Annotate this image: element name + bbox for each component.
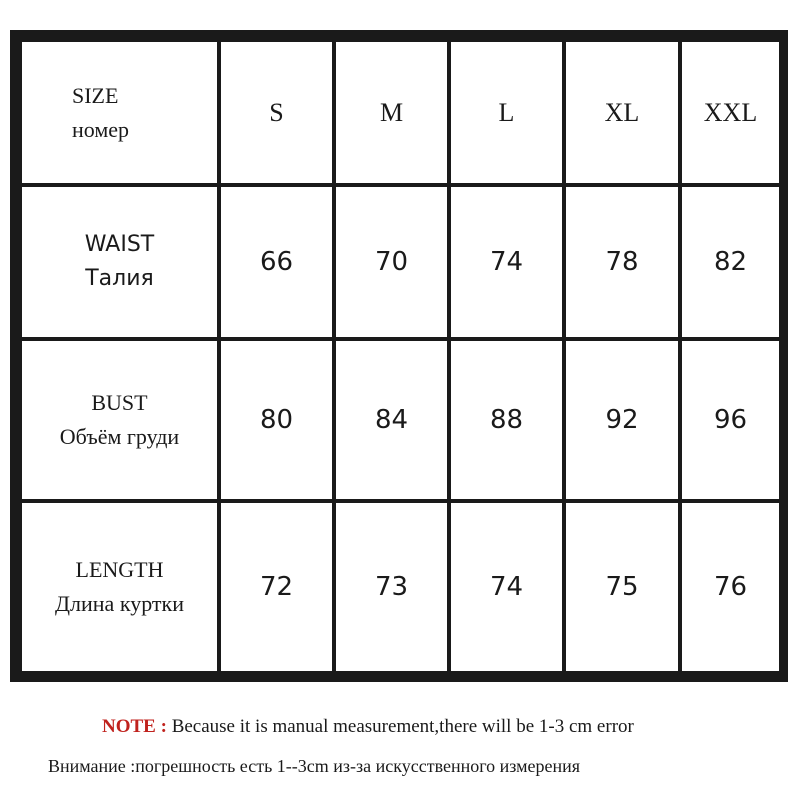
measurement-note-ru: [48, 756, 580, 777]
waist-value-s: 66: [221, 187, 332, 337]
length-value-xxl: 76: [682, 503, 779, 671]
waist-label-en: WAIST: [84, 232, 155, 257]
bust-value-m: 84: [336, 341, 447, 499]
bust-label-ru: Объём груди: [59, 424, 180, 449]
size-header-s: S: [221, 42, 332, 183]
length-value-s: 72: [221, 503, 332, 671]
length-value-xl: 75: [566, 503, 678, 671]
bust-label-en: BUST: [91, 390, 148, 415]
length-label-ru: Длина куртки: [55, 591, 184, 616]
waist-value-l: 74: [451, 187, 562, 337]
length-value-m: 73: [336, 503, 447, 671]
note-text-en: Because it is manual measurement,there will be 1-3 cm error: [171, 716, 634, 737]
size-chart-table: [10, 30, 788, 682]
size-header-l: L: [451, 42, 562, 183]
bust-value-xl: 92: [566, 341, 678, 499]
size-label-en: SIZE: [72, 82, 119, 108]
size-header-xxl: XXL: [682, 42, 779, 183]
bust-value-xxl: 96: [682, 341, 779, 499]
waist-label-ru: Талия: [85, 266, 154, 291]
length-label-en: LENGTH: [75, 557, 164, 582]
size-header-label-cell: [22, 42, 217, 183]
note-text-ru: Внимание :погрешность есть 1--3cm из-за искусственного измерения: [48, 756, 581, 776]
bust-label-cell: [22, 341, 217, 499]
waist-value-xl: 78: [566, 187, 678, 337]
bust-value-s: 80: [221, 341, 332, 499]
size-label-ru: номер: [72, 116, 130, 142]
size-header-m: M: [336, 42, 447, 183]
measurement-note-en: [102, 716, 634, 738]
length-label-cell: [22, 503, 217, 671]
waist-value-xxl: 82: [682, 187, 779, 337]
size-header-xl: XL: [566, 42, 678, 183]
bust-value-l: 88: [451, 341, 562, 499]
length-value-l: 74: [451, 503, 562, 671]
note-label: NOTE :: [102, 716, 167, 737]
waist-label-cell: [22, 187, 217, 337]
waist-value-m: 70: [336, 187, 447, 337]
